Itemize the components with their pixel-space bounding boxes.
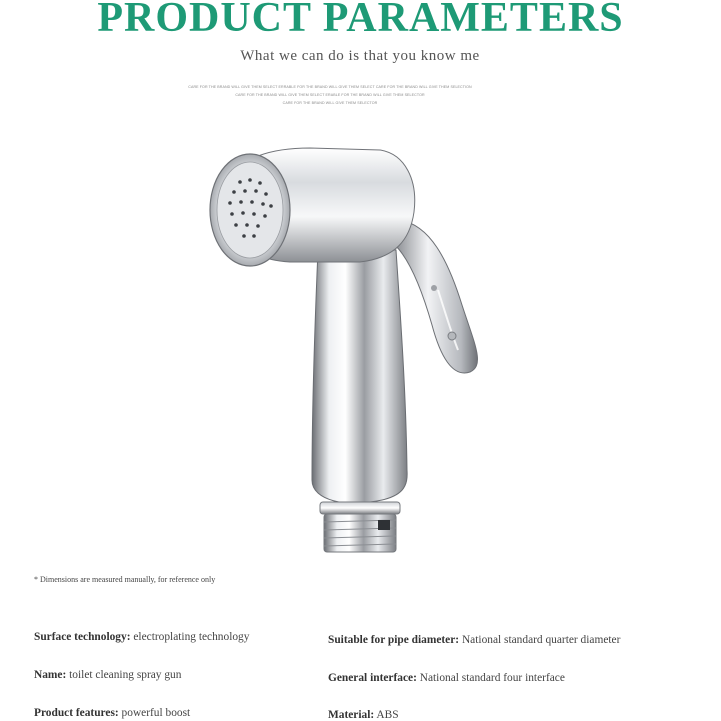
spec-label: General interface: (328, 672, 417, 684)
spec-value: powerful boost (121, 707, 191, 719)
spec-pipe-diameter (328, 634, 620, 646)
spec-surface-technology (34, 631, 249, 643)
spec-general-interface (328, 672, 565, 684)
spec-label: Suitable for pipe diameter: (328, 634, 460, 646)
spec-product-features (34, 707, 190, 719)
spec-value: National standard quarter diameter (461, 634, 621, 646)
spec-material (328, 709, 399, 721)
page-title: PRODUCT PARAMETERS (97, 0, 624, 41)
product-image (200, 140, 500, 560)
dimension-note: * Dimensions are measured manually, for reference only (34, 575, 216, 584)
page-subtitle: What we can do is that you know me (240, 48, 480, 64)
spec-label: Product features: (34, 707, 119, 719)
spec-value: ABS (376, 709, 399, 721)
spec-name (34, 669, 181, 681)
spec-value: electroplating technology (133, 631, 250, 643)
fine-print-line: CARE FOR THE BRAND WILL GIVE THEM SELECT ERRABLE FOR THE BRAND WILL GIVE THEM SELECT CARE FOR THE BRAND WILL GIVE THEM SELECTION (188, 85, 472, 89)
spec-label: Material: (328, 709, 375, 721)
fine-print-line: CARE FOR THE BRAND WILL GIVE THEM SELECT ERABLE FOR THE BRAND WILL GIVE THEM SELECTOR (235, 93, 425, 97)
spray-gun-illustration (200, 140, 500, 560)
spec-label: Name: (34, 669, 67, 681)
spec-value: toilet cleaning spray gun (69, 669, 182, 681)
spec-label: Surface technology: (34, 631, 131, 643)
fine-print-line: CARE FOR THE BRAND WILL GIVE THEM SELECTOR (282, 101, 378, 105)
spec-value: National standard four interface (419, 672, 565, 684)
